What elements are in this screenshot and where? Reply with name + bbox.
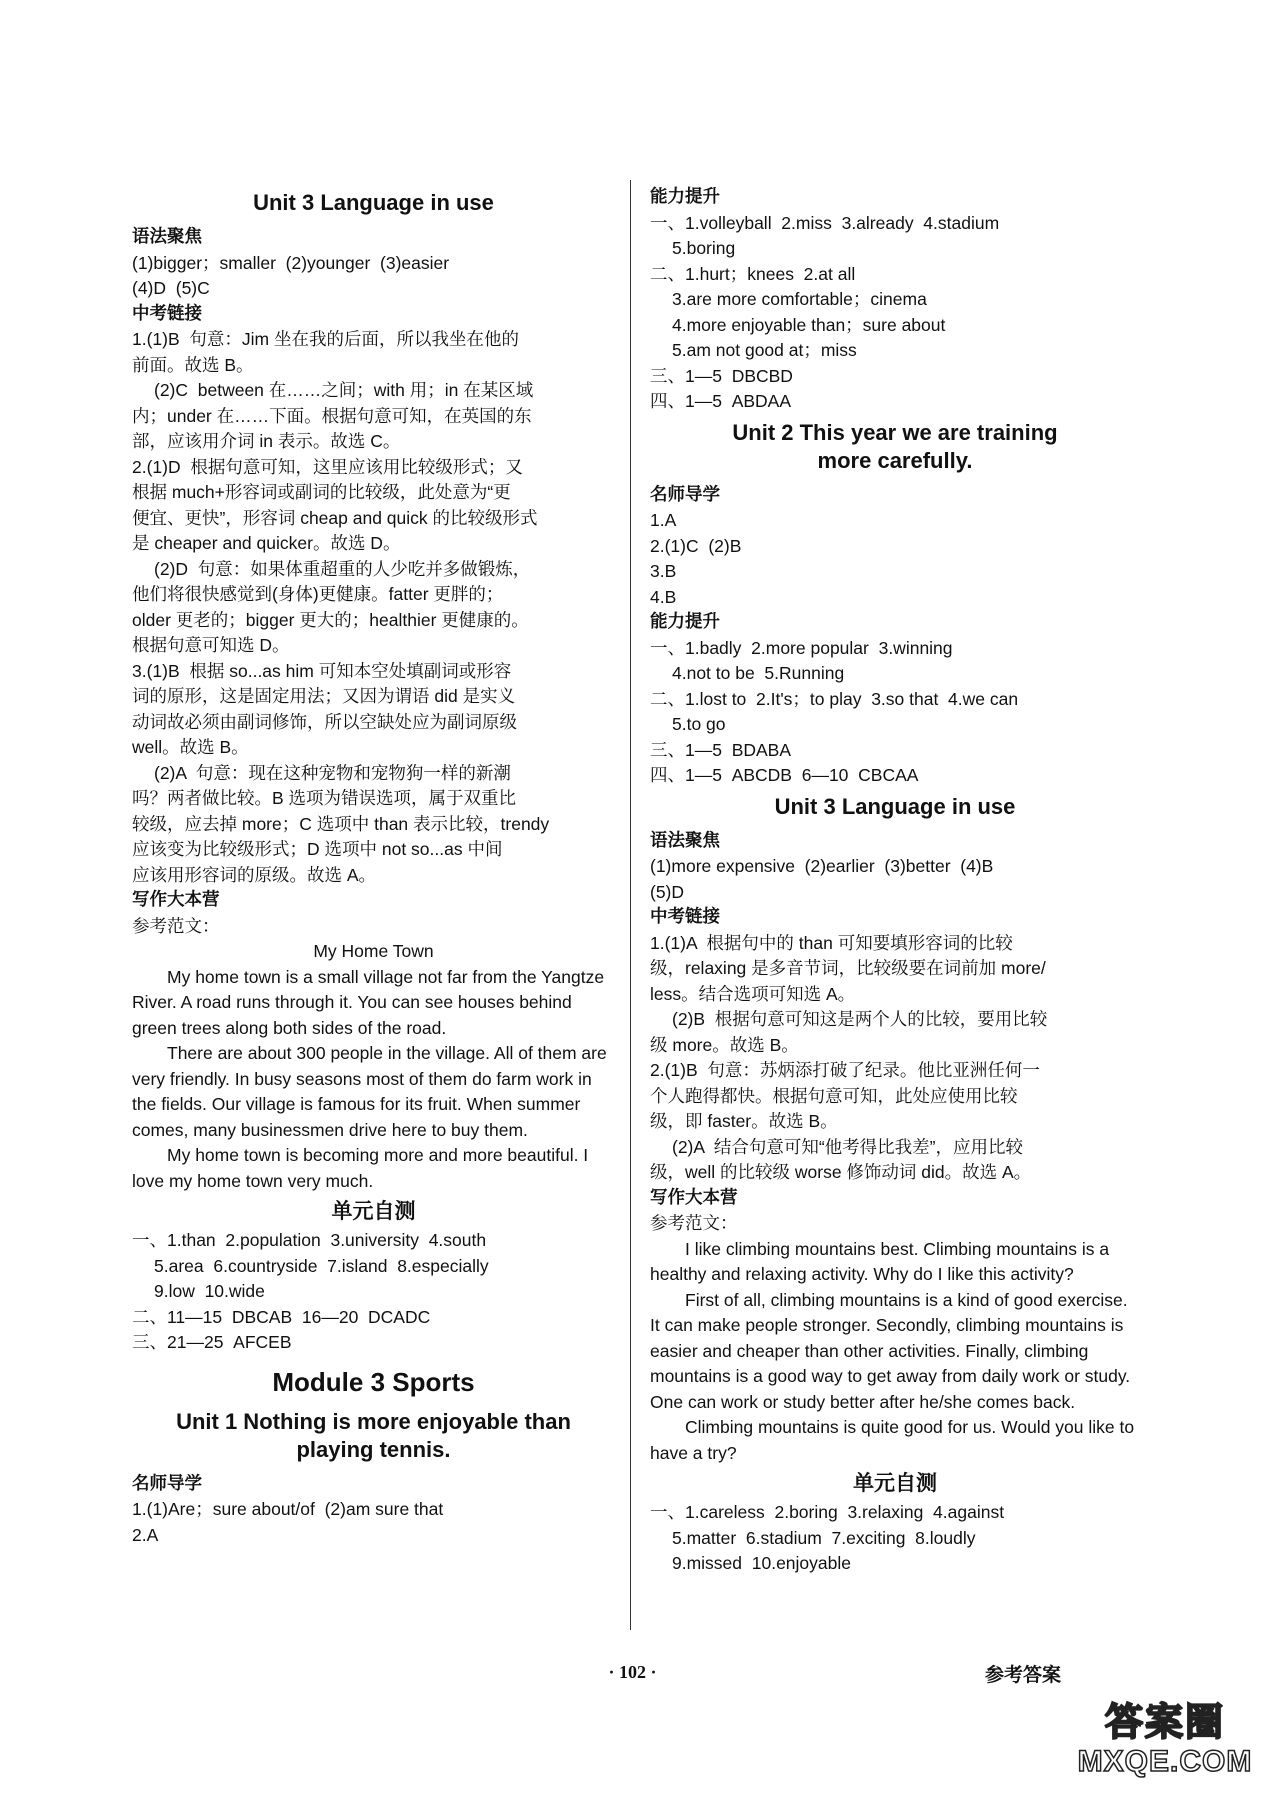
answer-line-indented: (2)D 句意：如果体重超重的人少吃并多做锻炼，: [154, 558, 531, 579]
answer-line-indented: (2)B 根据句意可知这是两个人的比较，要用比较: [672, 1009, 1048, 1029]
watermark-url: MXQE.COM: [1077, 1745, 1253, 1778]
answer-line: 动词故必须由副词修饰，所以空缺处应为副词原级: [132, 711, 517, 732]
section-heading: 名师导学: [650, 484, 720, 505]
essay-paragraph: I like climbing mountains best. Climbing mountains is a healthy and relaxing activity. Why do I like this activity?: [650, 1238, 1114, 1284]
answer-line: 前面。故选 B。: [132, 354, 254, 375]
answer-line: 二、1.hurt；knees 2.at all: [650, 263, 856, 284]
unit-heading: Unit 3 Language in use: [253, 190, 494, 215]
answer-line: 2.(1)D 根据句意可知，这里应该用比较级形式；又: [132, 456, 523, 477]
answer-line: 一、1.than 2.population 3.university 4.south: [132, 1230, 487, 1250]
answer-line: 二、1.lost to 2.It's；to play 3.so that 4.we can: [650, 688, 1019, 709]
answer-line: 根据句意可知选 D。: [132, 635, 290, 655]
self-test-heading: 单元自测: [853, 1471, 937, 1495]
answer-line: 2.(1)C (2)B: [650, 535, 742, 556]
section-heading: 名师导学: [132, 1473, 202, 1494]
answer-line-indented: (2)A 结合句意可知“他考得比我差”，应用比较: [672, 1136, 1023, 1157]
left-column: [132, 185, 615, 1548]
answer-line-indented: 9.low 10.wide: [154, 1281, 265, 1301]
answer-line-indented: 5.area 6.countryside 7.island 8.especially: [154, 1255, 489, 1276]
essay-title: My Home Town: [313, 941, 434, 961]
answer-line: 应该用形容词的原级。故选 A。: [132, 864, 377, 885]
unit-heading: Unit 1 Nothing is more enjoyable than playing tennis.: [176, 1408, 571, 1462]
answer-line: 二、11—15 DBCAB 16—20 DCADC: [132, 1306, 431, 1327]
answer-line: 级，relaxing 是多音节词，比较级要在词前加 more/: [650, 958, 1046, 978]
answer-line: 他们将很快感觉到(身体)更健康。fatter 更胖的；: [132, 584, 504, 604]
section-heading: 中考链接: [650, 907, 720, 927]
section-heading: 能力提升: [650, 187, 720, 207]
answer-line: 词的原形，这是固定用法；又因为谓语 did 是实义: [132, 686, 516, 706]
answer-line: 内；under 在……下面。根据句意可知，在英国的东: [132, 405, 532, 426]
unit-heading: Unit 3 Language in use: [774, 793, 1016, 819]
answer-line: 是 cheaper and quicker。故选 D。: [132, 533, 401, 553]
answer-line: less。结合选项可知选 A。: [650, 983, 856, 1004]
answer-line: 4.B: [650, 586, 677, 607]
unit-heading: Unit 2 This year we are training more carefully.: [732, 419, 1058, 473]
answer-line: 个人跑得都快。根据句意可知，此处应使用比较: [650, 1085, 1018, 1106]
answer-line: (1)bigger；smaller (2)younger (3)easier: [132, 252, 450, 273]
answer-line-indented: 5.boring: [672, 238, 736, 258]
answer-line: 吗？两者做比较。B 选项为错误选项，属于双重比: [132, 788, 517, 808]
answer-line: 一、1.careless 2.boring 3.relaxing 4.against: [650, 1502, 1005, 1522]
answer-line: 级，well 的比较级 worse 修饰动词 did。故选 A。: [650, 1162, 1032, 1182]
essay-paragraph: My home town is becoming more and more beautiful. I love my home town very much.: [132, 1145, 594, 1191]
site-watermark: [1075, 1700, 1255, 1792]
answer-line: 三、1—5 BDABA: [650, 739, 792, 760]
page-number: · 102 ·: [608, 1662, 657, 1682]
section-label: 参考答案: [985, 1664, 1062, 1686]
answer-line-indented: 4.more enjoyable than；sure about: [672, 314, 946, 335]
section-heading: 语法聚焦: [650, 830, 720, 851]
module-heading: Module 3 Sports: [272, 1366, 475, 1397]
answer-line: 3.B: [650, 561, 677, 581]
answer-line: 2.A: [132, 1524, 159, 1545]
answer-line-indented: (2)C between 在……之间；with 用；in 在某区域: [154, 380, 534, 400]
answer-line: 参考范文：: [650, 1213, 738, 1233]
answer-line: 1.A: [650, 510, 677, 530]
answer-line: 三、21—25 AFCEB: [132, 1332, 292, 1352]
answer-line: 参考范文：: [132, 915, 220, 936]
answer-line: well。故选 B。: [132, 737, 249, 757]
answer-line: 3.(1)B 根据 so...as him 可知本空处填副词或形容: [132, 660, 512, 681]
answer-line-indented: 5.am not good at；miss: [672, 340, 857, 360]
answer-line: 1.(1)Are；sure about/of (2)am sure that: [132, 1499, 444, 1519]
answer-line: 级 more。故选 B。: [650, 1034, 799, 1055]
essay-paragraph: There are about 300 people in the village. All of them are very friendly. In busy seasons most of them do farm work in the fields. Our village is famous for its fruit. When summer comes, many businessmen drive here to buy them.: [132, 1043, 612, 1140]
answer-line: older 更老的；bigger 更大的；healthier 更健康的。: [132, 609, 529, 630]
answer-line-indented: 9.missed 10.enjoyable: [672, 1553, 851, 1573]
answer-line: (4)D (5)C: [132, 278, 210, 298]
answer-line: 一、1.badly 2.more popular 3.winning: [650, 637, 953, 658]
right-column: [650, 185, 1140, 1577]
answer-line: 应该变为比较级形式；D 选项中 not so...as 中间: [132, 839, 503, 859]
answer-line: 四、1—5 ABDAA: [650, 391, 792, 411]
answer-line: 四、1—5 ABCDB 6—10 CBCAA: [650, 765, 919, 785]
answer-line: 较级，应去掉 more；C 选项中 than 表示比较，trendy: [132, 813, 550, 834]
answer-line-indented: (2)A 句意：现在这种宠物和宠物狗一样的新潮: [154, 762, 511, 783]
answer-line-indented: 5.to go: [672, 714, 726, 734]
answer-line: 部，应该用介词 in 表示。故选 C。: [132, 431, 401, 451]
answer-line: 三、1—5 DBCBD: [650, 365, 793, 386]
answer-line: (5)D: [650, 881, 685, 902]
answer-line-indented: 4.not to be 5.Running: [672, 663, 845, 683]
section-heading: 写作大本营: [650, 1187, 738, 1208]
answer-line: 1.(1)B 句意：Jim 坐在我的后面，所以我坐在他的: [132, 329, 519, 349]
answer-line: 便宜、更快”，形容词 cheap and quick 的比较级形式: [132, 507, 538, 528]
section-heading: 写作大本营: [132, 890, 220, 910]
answer-line: 级，即 faster。故选 B。: [650, 1111, 838, 1131]
section-heading: 语法聚焦: [132, 227, 202, 247]
watermark-logo-text: 答案圈: [1104, 1700, 1225, 1744]
answer-line-indented: 3.are more comfortable；cinema: [672, 289, 927, 309]
section-heading: 中考链接: [132, 303, 202, 324]
essay-paragraph: First of all, climbing mountains is a kind of good exercise. It can make people stronger. Secondly, climbing mountains is easier and cheaper than other activities. Finally, climbing mountains is a good way to get away from daily work or study. One can work or study better after he/she comes back.: [650, 1289, 1136, 1412]
essay-paragraph: Climbing mountains is quite good for us. Would you like to have a try?: [650, 1417, 1139, 1463]
answer-line: 根据 much+形容词或副词的比较级，此处意为“更: [132, 482, 511, 502]
answer-line-indented: 5.matter 6.stadium 7.exciting 8.loudly: [672, 1527, 976, 1548]
self-test-heading: 单元自测: [331, 1199, 416, 1223]
section-heading: 能力提升: [650, 612, 720, 632]
answer-line: 2.(1)B 句意：苏炳添打破了纪录。他比亚洲任何一: [650, 1060, 1040, 1080]
essay-paragraph: My home town is a small village not far from the Yangtze River. A road runs through it. You can see houses behind green trees along both sides of the road.: [132, 966, 609, 1038]
answer-line: 1.(1)A 根据句中的 than 可知要填形容词的比较: [650, 932, 1013, 953]
answer-line: (1)more expensive (2)earlier (3)better (4)B: [650, 856, 994, 876]
answer-line: 一、1.volleyball 2.miss 3.already 4.stadium: [650, 212, 1000, 233]
column-divider: [630, 180, 631, 1630]
